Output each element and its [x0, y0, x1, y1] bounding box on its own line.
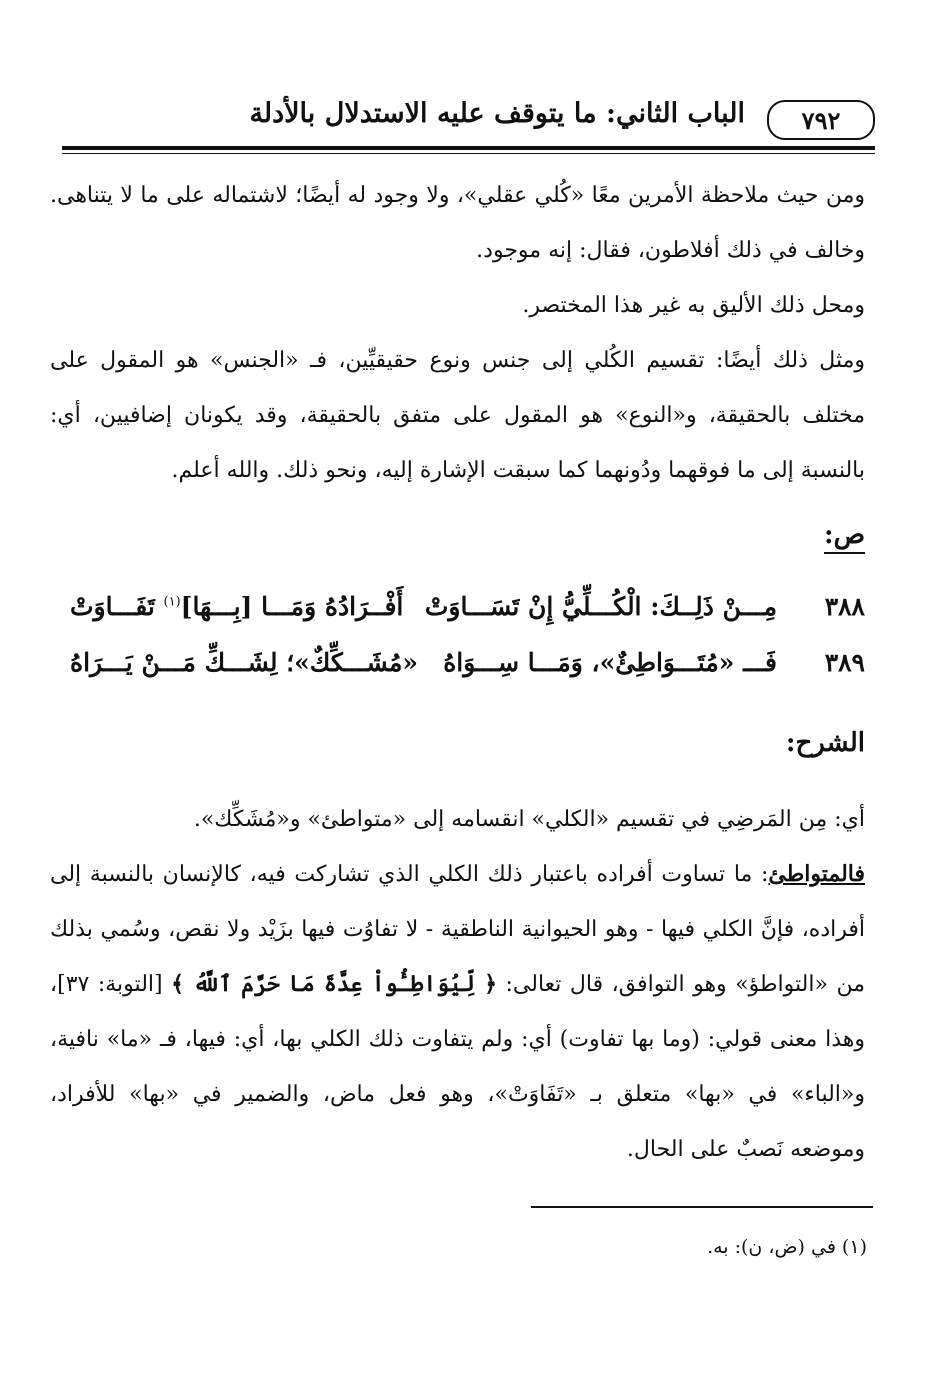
verse-388	[60, 592, 865, 632]
verse-hemistich-2	[70, 592, 403, 621]
verse-number: ٣٨٩	[824, 648, 865, 677]
paragraph-2: ومحل ذلك الأليق به غير هذا المختصر.	[522, 293, 865, 318]
commentary-paragraph-2	[50, 847, 865, 1177]
verse-hemistich-1: مِـــنْ ذَلِــكَ: الْكُـــلِّيُّ إِنْ تَسَـــاوَتْ	[424, 592, 777, 621]
intro-block	[50, 168, 865, 498]
term-mutawati: فالمتواطئ	[768, 861, 865, 887]
footnote-mark[interactable]: (١)	[163, 594, 181, 610]
page-header	[50, 96, 875, 144]
commentary-heading: الشرح:	[785, 728, 865, 758]
verse-hemistich-2-end: تَفَـــاوَتْ	[70, 592, 164, 621]
verse-hemistich-1: فَـــ «مُتَـــوَاطِئٌ»، وَمَـــا سِـــوَاهُ	[443, 648, 777, 677]
page-number: ٧٩٢	[767, 100, 875, 140]
header-rule-thin	[62, 153, 875, 154]
footnote-separator	[531, 1206, 873, 1208]
commentary-text-a: : ما تساوت أفراده باعتبار ذلك الكلي الذي تشاركت فيه، كالإنسان بالنسبة إلى أفراده، فإنَّ الكلي فيها - وهو الحيوانية الناطقية - لا تفاوُت فيها بزَيْد ولا نقص، وسُمي بذلك من «التواطؤ» وهو التوافق، قال تعالى:	[50, 862, 865, 997]
commentary-paragraph-1: أي: مِن المَرضِي في تقسيم «الكلي» انقسامه إلى «متواطئ» و«مُشَكِّك».	[193, 807, 865, 832]
footnote: (١) في (ض، ن): به.	[707, 1236, 867, 1258]
commentary-text-b: [التوبة: ٣٧]، وهذا معنى قولي: (وما بها تفاوت) أي: ولم يتفاوت ذلك الكلي بها، أي: فيها، فـ «ما» نافية، و«الباء» في «بها» متعلق بـ «تَفَاوَتْ»، وهو فعل ماض، والضمير في «بها» للأفراد، وموضعه نَصبٌ على الحال.	[50, 972, 865, 1162]
verse-hemistich-2-text: أَفْــرَادُهُ وَمَـــا [بِـــهَا]	[180, 592, 404, 621]
verse-389	[60, 648, 865, 688]
header-rule-thick	[62, 146, 875, 150]
commentary-block	[50, 792, 865, 1177]
verse-hemistich-2: «مُشَـــكِّكٌ»؛ لِشَـــكِّ مَـــنْ يَـــرَاهُ	[70, 648, 418, 677]
running-title: الباب الثاني: ما يتوقف عليه الاستدلال بالأدلة	[249, 98, 745, 129]
text-heading: ص:	[824, 520, 865, 554]
quran-verse: ﴿ لِّيُوَاطِـُٔواْ عِدَّةَ مَا حَرَّمَ ٱللَّهُ ﴾	[171, 971, 497, 997]
paragraph-3: ومثل ذلك أيضًا: تقسيم الكُلي إلى جنس ونوع حقيقيِّين، فـ «الجنس» هو المقول على مختلف بالحقيقة، و«النوع» هو المقول على متفق بالحقيقة، وقد يكونان إضافيين، أي: بالنسبة إلى ما فوقهما ودُونهما كما سبقت الإشارة إليه، ونحو ذلك. والله أعلم.	[50, 348, 865, 483]
verse-number: ٣٨٨	[824, 592, 865, 621]
paragraph-1: ومن حيث ملاحظة الأمرين معًا «كُلي عقلي»، ولا وجود له أيضًا؛ لاشتماله على ما لا يتناهى. وخالف في ذلك أفلاطون، فقال: إنه موجود.	[50, 183, 865, 263]
